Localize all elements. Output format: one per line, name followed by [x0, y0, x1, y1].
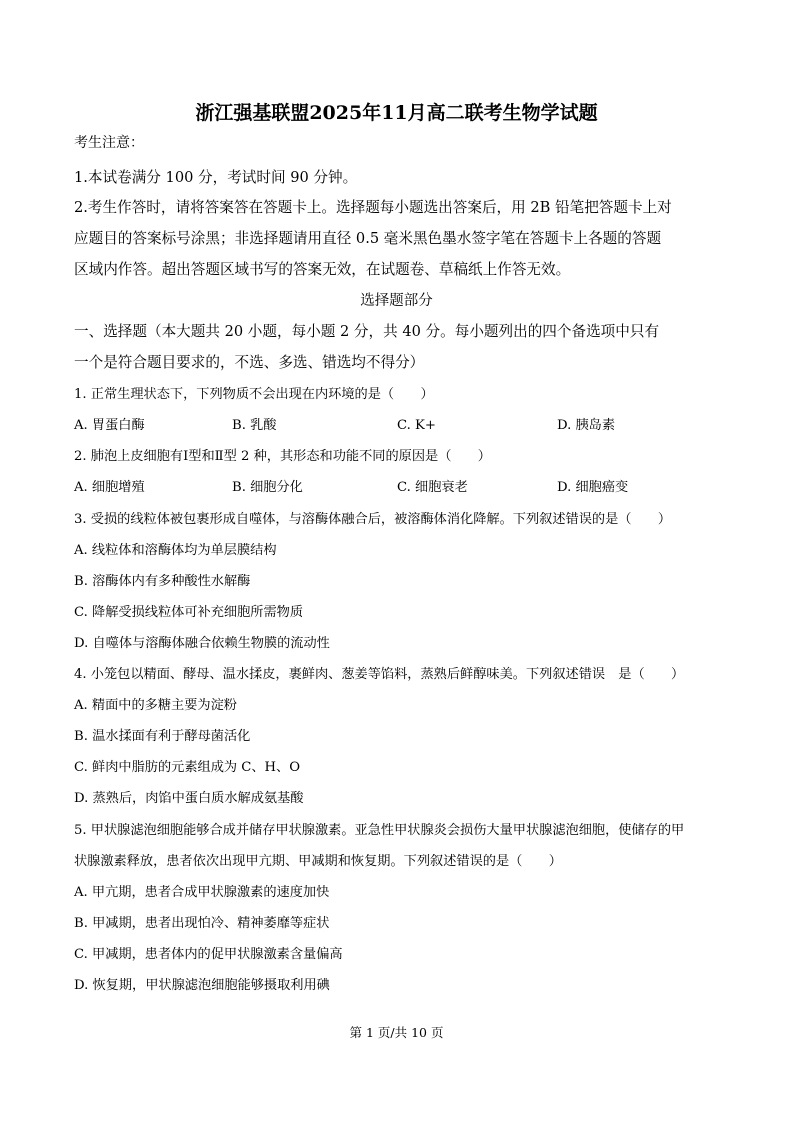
question-1-option-a: A. 胃蛋白酶	[74, 418, 145, 433]
section-instruction-line-1: 一、选择题（本大题共 20 小题，每小题 2 分，共 40 分。每小题列出的四个备选项中只有	[74, 323, 660, 340]
question-1-option-d: D. 胰岛素	[557, 418, 616, 433]
question-5-option-b: B. 甲减期，患者出现怕冷、精神萎靡等症状	[74, 916, 330, 931]
question-2-option-b: B. 细胞分化	[232, 480, 303, 495]
question-3-option-a: A. 线粒体和溶酶体均为单层膜结构	[74, 543, 277, 558]
question-2-stem: 2. 肺泡上皮细胞有Ⅰ型和Ⅱ型 2 种，其形态和功能不同的原因是（ ）	[74, 449, 491, 464]
question-2-option-c: C. 细胞衰老	[397, 480, 468, 495]
question-5-stem-line-1: 5. 甲状腺滤泡细胞能够合成并储存甲状腺激素。亚急性甲状腺炎会损伤大量甲状腺滤泡细胞，使储存的甲	[74, 823, 685, 838]
question-1-options	[0, 416, 793, 436]
question-3-option-d: D. 自噬体与溶酶体融合依赖生物膜的流动性	[74, 636, 330, 651]
exam-title: 浙江强基联盟2025年11月高二联考生物学试题	[195, 102, 598, 124]
question-4-option-d: D. 蒸熟后，肉馅中蛋白质水解成氨基酸	[74, 791, 304, 806]
question-1-option-c: C. K+	[397, 418, 436, 433]
question-5-option-d: D. 恢复期，甲状腺滤泡细胞能够摄取利用碘	[74, 978, 330, 993]
question-5-option-a: A. 甲亢期，患者合成甲状腺激素的速度加快	[74, 885, 330, 900]
question-4-option-a: A. 精面中的多糖主要为淀粉	[74, 698, 237, 713]
page-footer: 第 1 页/共 10 页	[349, 1025, 444, 1040]
question-3-option-b: B. 溶酶体内有多种酸性水解酶	[74, 574, 251, 589]
question-3-option-c: C. 降解受损线粒体可补充细胞所需物质	[74, 605, 304, 620]
question-3-stem: 3. 受损的线粒体被包裹形成自噬体，与溶酶体融合后，被溶酶体消化降解。下列叙述错误的是（ ）	[74, 512, 672, 527]
question-1-option-b: B. 乳酸	[232, 418, 277, 433]
question-4-option-c: C. 鲜肉中脂肪的元素组成为 C、H、O	[74, 760, 301, 775]
question-2-options	[0, 478, 793, 498]
notice-item-2-line-3: 区域内作答。超出答题区域书写的答案无效，在试题卷、草稿纸上作答无效。	[74, 261, 571, 278]
notice-item-2-line-1: 2.考生作答时，请将答案答在答题卡上。选择题每小题选出答案后，用 2B 铅笔把答题卡上对	[74, 199, 672, 216]
question-1-stem: 1. 正常生理状态下，下列物质不会出现在内环境的是（ ）	[74, 387, 434, 402]
question-2-option-a: A. 细胞增殖	[74, 480, 145, 495]
section-title: 选择题部分	[360, 293, 433, 309]
question-5-option-c: C. 甲减期，患者体内的促甲状腺激素含量偏高	[74, 947, 343, 962]
question-5-stem-line-2: 状腺激素释放，患者依次出现甲亢期、甲减期和恢复期。下列叙述错误的是（ ）	[74, 854, 562, 869]
notice-item-1: 1.本试卷满分 100 分，考试时间 90 分钟。	[74, 169, 358, 186]
question-4-option-b: B. 温水揉面有利于酵母菌活化	[74, 729, 251, 744]
question-4-stem: 4. 小笼包以精面、酵母、温水揉皮，裹鲜肉、葱姜等馅料，蒸熟后鲜醇味美。下列叙述错误 是（ ）	[74, 667, 685, 682]
notice-item-2-line-2: 应题目的答案标号涂黑；非选择题请用直径 0.5 毫米黑色墨水签字笔在答题卡上各题的答题	[74, 230, 662, 247]
section-instruction-line-2: 一个是符合题目要求的，不选、多选、错选均不得分）	[74, 354, 425, 371]
notice-heading: 考生注意：	[74, 135, 144, 151]
question-2-option-d: D. 细胞癌变	[557, 480, 629, 495]
